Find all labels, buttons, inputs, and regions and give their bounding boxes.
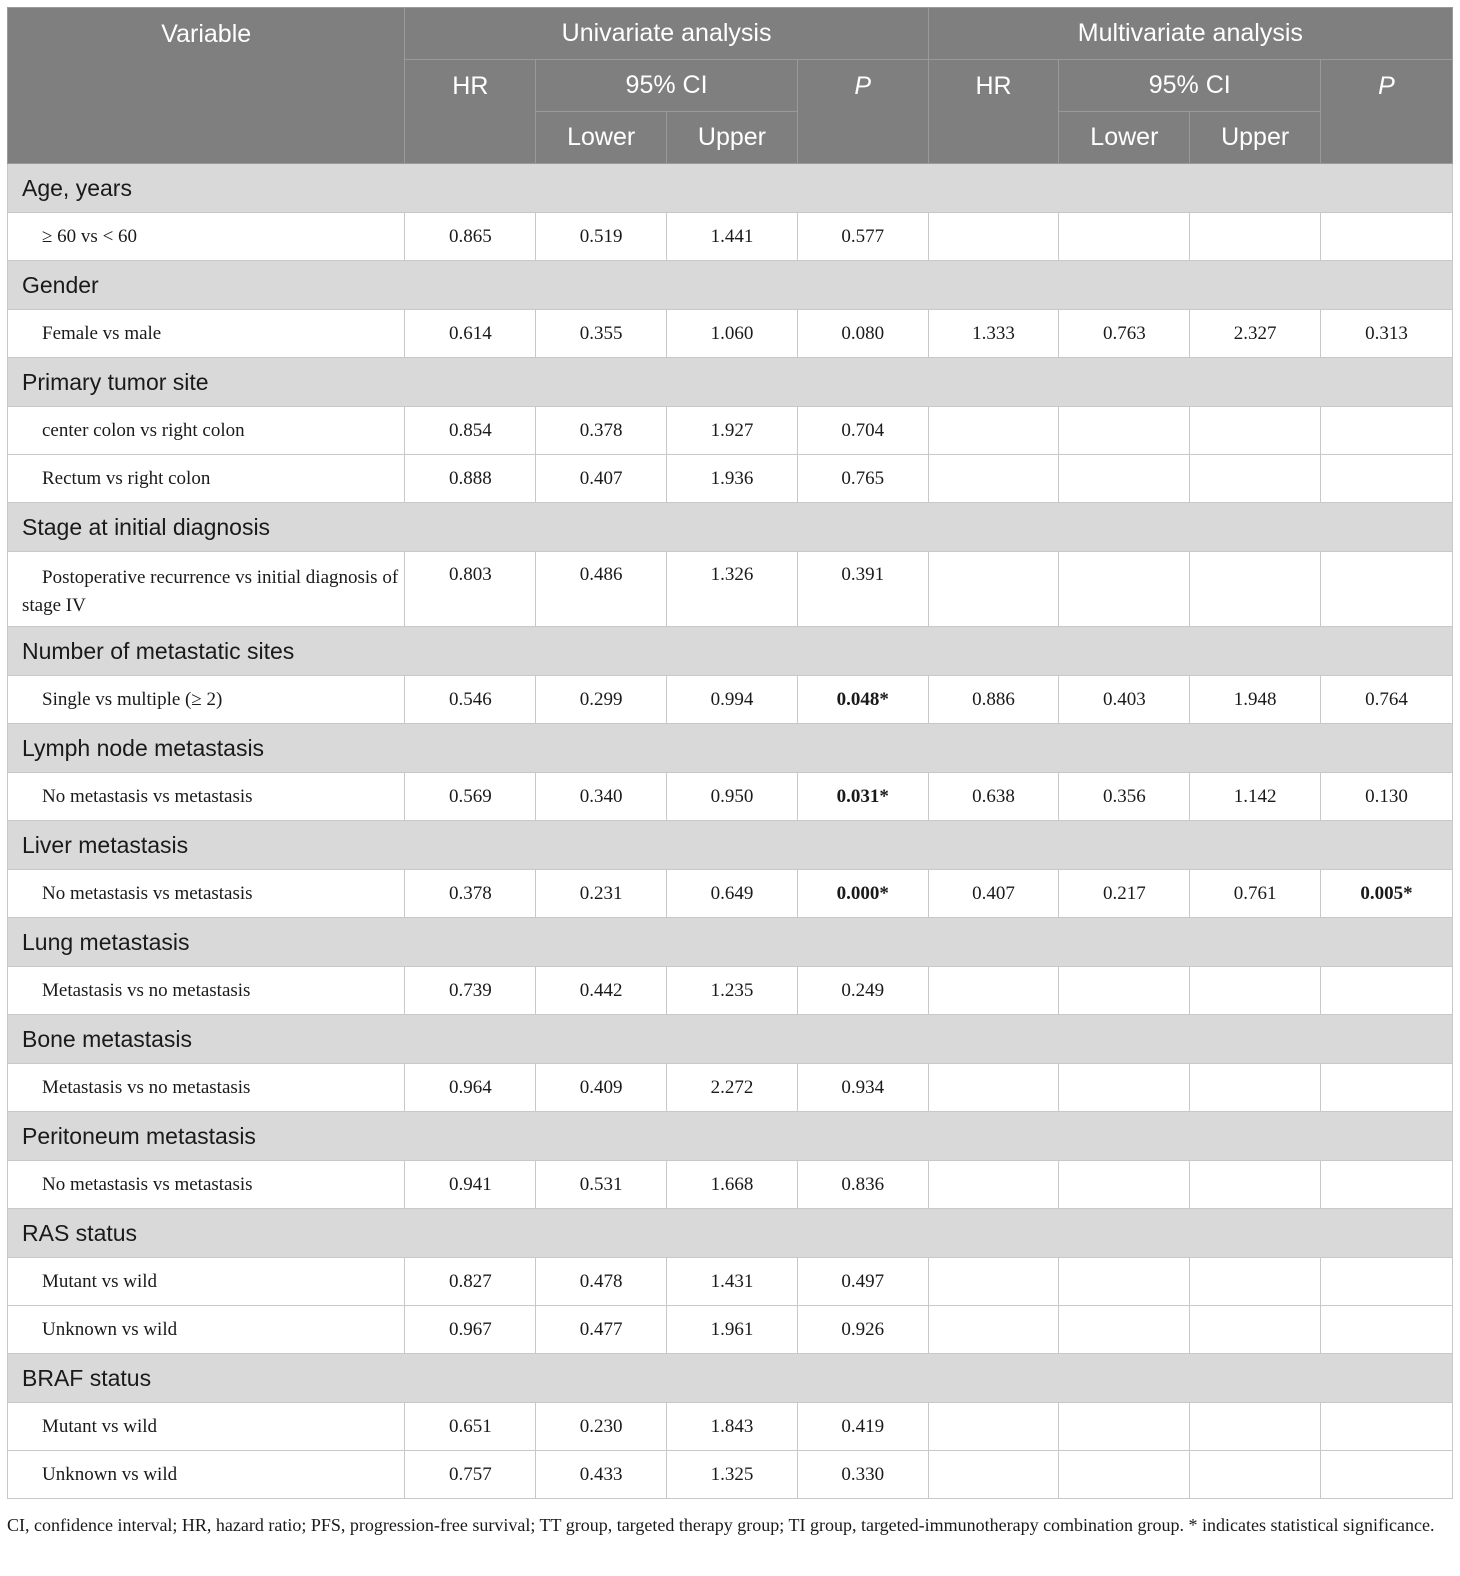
cell-u-lo: 0.231 <box>536 870 667 918</box>
row-label: Mutant vs wild <box>8 1403 405 1451</box>
group-title: Age, years <box>8 164 1453 213</box>
header-m-lower: Lower <box>1059 112 1190 164</box>
cell-u-hr: 0.757 <box>405 1451 536 1499</box>
cell-m-up <box>1190 407 1321 455</box>
cell-m-hr <box>928 1064 1059 1112</box>
group-header-row <box>8 724 1453 773</box>
cell-m-lo: 0.763 <box>1059 310 1190 358</box>
cell-u-lo: 0.355 <box>536 310 667 358</box>
cell-u-up: 2.272 <box>667 1064 798 1112</box>
cell-u-lo: 0.519 <box>536 213 667 261</box>
cell-m-lo <box>1059 1403 1190 1451</box>
cell-m-up: 0.761 <box>1190 870 1321 918</box>
group-header-row <box>8 1209 1453 1258</box>
group-header-row <box>8 358 1453 407</box>
cell-u-p: 0.419 <box>797 1403 928 1451</box>
cell-m-lo <box>1059 1064 1190 1112</box>
cell-u-lo: 0.407 <box>536 455 667 503</box>
cell-m-up <box>1190 1403 1321 1451</box>
row-label: Mutant vs wild <box>8 1258 405 1306</box>
header-m-hr: HR <box>928 60 1059 164</box>
group-header-row <box>8 627 1453 676</box>
cell-u-up: 0.994 <box>667 676 798 724</box>
cell-u-p: 0.765 <box>797 455 928 503</box>
cell-u-lo: 0.433 <box>536 1451 667 1499</box>
group-header-row <box>8 918 1453 967</box>
cell-m-hr <box>928 1161 1059 1209</box>
header-u-p: P <box>797 60 928 164</box>
cell-u-p: 0.497 <box>797 1258 928 1306</box>
cell-u-lo: 0.409 <box>536 1064 667 1112</box>
cell-m-p <box>1321 1161 1453 1209</box>
cell-u-hr: 0.964 <box>405 1064 536 1112</box>
group-title: Lung metastasis <box>8 918 1453 967</box>
cell-u-lo: 0.531 <box>536 1161 667 1209</box>
cell-m-up: 2.327 <box>1190 310 1321 358</box>
cell-m-lo <box>1059 552 1190 627</box>
cell-m-lo: 0.403 <box>1059 676 1190 724</box>
table-row <box>8 773 1453 821</box>
cell-m-p: 0.130 <box>1321 773 1453 821</box>
header-u-ci: 95% CI <box>536 60 798 112</box>
header-variable: Variable <box>8 8 405 164</box>
cell-m-lo <box>1059 1161 1190 1209</box>
cell-m-p: 0.764 <box>1321 676 1453 724</box>
header-m-upper: Upper <box>1190 112 1321 164</box>
cell-u-lo: 0.477 <box>536 1306 667 1354</box>
cell-m-up <box>1190 1258 1321 1306</box>
group-title: Stage at initial diagnosis <box>8 503 1453 552</box>
cell-u-lo: 0.478 <box>536 1258 667 1306</box>
cell-m-hr: 0.407 <box>928 870 1059 918</box>
group-header-row <box>8 261 1453 310</box>
cell-u-up: 0.950 <box>667 773 798 821</box>
group-title: RAS status <box>8 1209 1453 1258</box>
table-row <box>8 967 1453 1015</box>
table-row <box>8 676 1453 724</box>
cell-m-hr <box>928 455 1059 503</box>
header-multivariate: Multivariate analysis <box>928 8 1452 60</box>
row-label: Female vs male <box>8 310 405 358</box>
row-label: Single vs multiple (≥ 2) <box>8 676 405 724</box>
cell-u-lo: 0.299 <box>536 676 667 724</box>
cell-u-hr: 0.378 <box>405 870 536 918</box>
cell-m-hr <box>928 1451 1059 1499</box>
cell-m-p <box>1321 1258 1453 1306</box>
cell-m-hr <box>928 1403 1059 1451</box>
row-label: Unknown vs wild <box>8 1306 405 1354</box>
group-header-row <box>8 1354 1453 1403</box>
cell-u-up: 0.649 <box>667 870 798 918</box>
cell-m-hr: 1.333 <box>928 310 1059 358</box>
row-label: Metastasis vs no metastasis <box>8 967 405 1015</box>
cell-m-hr <box>928 213 1059 261</box>
cell-m-up <box>1190 552 1321 627</box>
cell-u-up: 1.927 <box>667 407 798 455</box>
cell-m-lo <box>1059 455 1190 503</box>
cell-u-hr: 0.888 <box>405 455 536 503</box>
header-m-ci: 95% CI <box>1059 60 1321 112</box>
group-header-row <box>8 1112 1453 1161</box>
cell-m-up <box>1190 1451 1321 1499</box>
cell-m-p: 0.005* <box>1321 870 1453 918</box>
cell-u-up: 1.325 <box>667 1451 798 1499</box>
header-m-p: P <box>1321 60 1453 164</box>
table-row <box>8 1451 1453 1499</box>
cell-u-up: 1.235 <box>667 967 798 1015</box>
table-header <box>8 8 1453 164</box>
cell-m-p <box>1321 213 1453 261</box>
row-label: center colon vs right colon <box>8 407 405 455</box>
cell-u-hr: 0.569 <box>405 773 536 821</box>
table-row <box>8 1306 1453 1354</box>
cell-u-up: 1.441 <box>667 213 798 261</box>
table-row <box>8 310 1453 358</box>
cell-u-lo: 0.486 <box>536 552 667 627</box>
cell-u-up: 1.961 <box>667 1306 798 1354</box>
cell-m-lo <box>1059 1306 1190 1354</box>
group-title: Liver metastasis <box>8 821 1453 870</box>
header-u-hr: HR <box>405 60 536 164</box>
row-label: No metastasis vs metastasis <box>8 870 405 918</box>
group-title: BRAF status <box>8 1354 1453 1403</box>
cell-m-hr: 0.638 <box>928 773 1059 821</box>
cell-m-lo <box>1059 1451 1190 1499</box>
cell-m-p <box>1321 407 1453 455</box>
cell-u-lo: 0.340 <box>536 773 667 821</box>
cell-u-p: 0.391 <box>797 552 928 627</box>
cell-m-lo: 0.356 <box>1059 773 1190 821</box>
cell-m-lo <box>1059 407 1190 455</box>
cell-u-hr: 0.803 <box>405 552 536 627</box>
cell-u-p: 0.000* <box>797 870 928 918</box>
cell-u-hr: 0.941 <box>405 1161 536 1209</box>
row-label: Rectum vs right colon <box>8 455 405 503</box>
table-row <box>8 1403 1453 1451</box>
row-label: Unknown vs wild <box>8 1451 405 1499</box>
cell-m-up: 1.948 <box>1190 676 1321 724</box>
group-title: Gender <box>8 261 1453 310</box>
cell-m-hr <box>928 407 1059 455</box>
cell-u-lo: 0.378 <box>536 407 667 455</box>
cell-m-hr <box>928 1258 1059 1306</box>
cell-m-up: 1.142 <box>1190 773 1321 821</box>
cell-u-up: 1.060 <box>667 310 798 358</box>
group-title: Number of metastatic sites <box>8 627 1453 676</box>
cell-m-lo: 0.217 <box>1059 870 1190 918</box>
table-footnote: CI, confidence interval; HR, hazard ratio; PFS, progression-free survival; TT group, targeted therapy group; TI group, targeted-immunotherapy combination group. * indicates statistical significance. <box>7 1515 1435 1535</box>
row-label: Metastasis vs no metastasis <box>8 1064 405 1112</box>
cell-m-up <box>1190 1306 1321 1354</box>
row-label: Postoperative recurrence vs initial diagnosis of stage IV <box>8 552 405 627</box>
cell-u-hr: 0.854 <box>405 407 536 455</box>
cell-u-p: 0.577 <box>797 213 928 261</box>
cell-u-hr: 0.865 <box>405 213 536 261</box>
cell-m-lo <box>1059 213 1190 261</box>
cell-m-lo <box>1059 967 1190 1015</box>
header-univariate: Univariate analysis <box>405 8 928 60</box>
cell-m-p: 0.313 <box>1321 310 1453 358</box>
row-label: No metastasis vs metastasis <box>8 773 405 821</box>
group-header-row <box>8 503 1453 552</box>
table-row <box>8 1258 1453 1306</box>
group-title: Lymph node metastasis <box>8 724 1453 773</box>
results-table-container <box>7 7 1453 1499</box>
cell-m-p <box>1321 552 1453 627</box>
cell-u-up: 1.431 <box>667 1258 798 1306</box>
cell-m-p <box>1321 1064 1453 1112</box>
cell-u-hr: 0.967 <box>405 1306 536 1354</box>
cell-m-up <box>1190 455 1321 503</box>
cell-u-up: 1.843 <box>667 1403 798 1451</box>
cox-regression-table <box>7 7 1453 1499</box>
row-label: No metastasis vs metastasis <box>8 1161 405 1209</box>
cell-m-p <box>1321 1403 1453 1451</box>
cell-u-hr: 0.827 <box>405 1258 536 1306</box>
cell-u-hr: 0.546 <box>405 676 536 724</box>
table-row <box>8 870 1453 918</box>
cell-m-up <box>1190 1161 1321 1209</box>
table-body <box>8 164 1453 1499</box>
cell-u-p: 0.704 <box>797 407 928 455</box>
cell-u-p: 0.934 <box>797 1064 928 1112</box>
cell-m-hr: 0.886 <box>928 676 1059 724</box>
cell-m-p <box>1321 1451 1453 1499</box>
table-row <box>8 552 1453 627</box>
group-title: Bone metastasis <box>8 1015 1453 1064</box>
group-header-row <box>8 164 1453 213</box>
cell-m-up <box>1190 1064 1321 1112</box>
group-header-row <box>8 821 1453 870</box>
cell-u-p: 0.249 <box>797 967 928 1015</box>
row-label: ≥ 60 vs < 60 <box>8 213 405 261</box>
cell-m-up <box>1190 213 1321 261</box>
cell-u-hr: 0.651 <box>405 1403 536 1451</box>
cell-u-hr: 0.614 <box>405 310 536 358</box>
cell-m-hr <box>928 1306 1059 1354</box>
group-header-row <box>8 1015 1453 1064</box>
cell-m-hr <box>928 552 1059 627</box>
table-row <box>8 1064 1453 1112</box>
cell-m-lo <box>1059 1258 1190 1306</box>
cell-u-p: 0.926 <box>797 1306 928 1354</box>
table-row <box>8 213 1453 261</box>
group-title: Peritoneum metastasis <box>8 1112 1453 1161</box>
cell-u-p: 0.836 <box>797 1161 928 1209</box>
table-row <box>8 1161 1453 1209</box>
header-u-lower: Lower <box>536 112 667 164</box>
cell-u-up: 1.668 <box>667 1161 798 1209</box>
cell-u-up: 1.936 <box>667 455 798 503</box>
cell-u-lo: 0.230 <box>536 1403 667 1451</box>
table-row <box>8 407 1453 455</box>
cell-u-p: 0.031* <box>797 773 928 821</box>
cell-u-p: 0.048* <box>797 676 928 724</box>
cell-u-hr: 0.739 <box>405 967 536 1015</box>
header-u-upper: Upper <box>667 112 798 164</box>
cell-m-up <box>1190 967 1321 1015</box>
cell-u-up: 1.326 <box>667 552 798 627</box>
table-row <box>8 455 1453 503</box>
cell-m-p <box>1321 1306 1453 1354</box>
cell-u-p: 0.080 <box>797 310 928 358</box>
cell-u-p: 0.330 <box>797 1451 928 1499</box>
group-title: Primary tumor site <box>8 358 1453 407</box>
cell-m-p <box>1321 967 1453 1015</box>
cell-m-hr <box>928 967 1059 1015</box>
cell-m-p <box>1321 455 1453 503</box>
cell-u-lo: 0.442 <box>536 967 667 1015</box>
